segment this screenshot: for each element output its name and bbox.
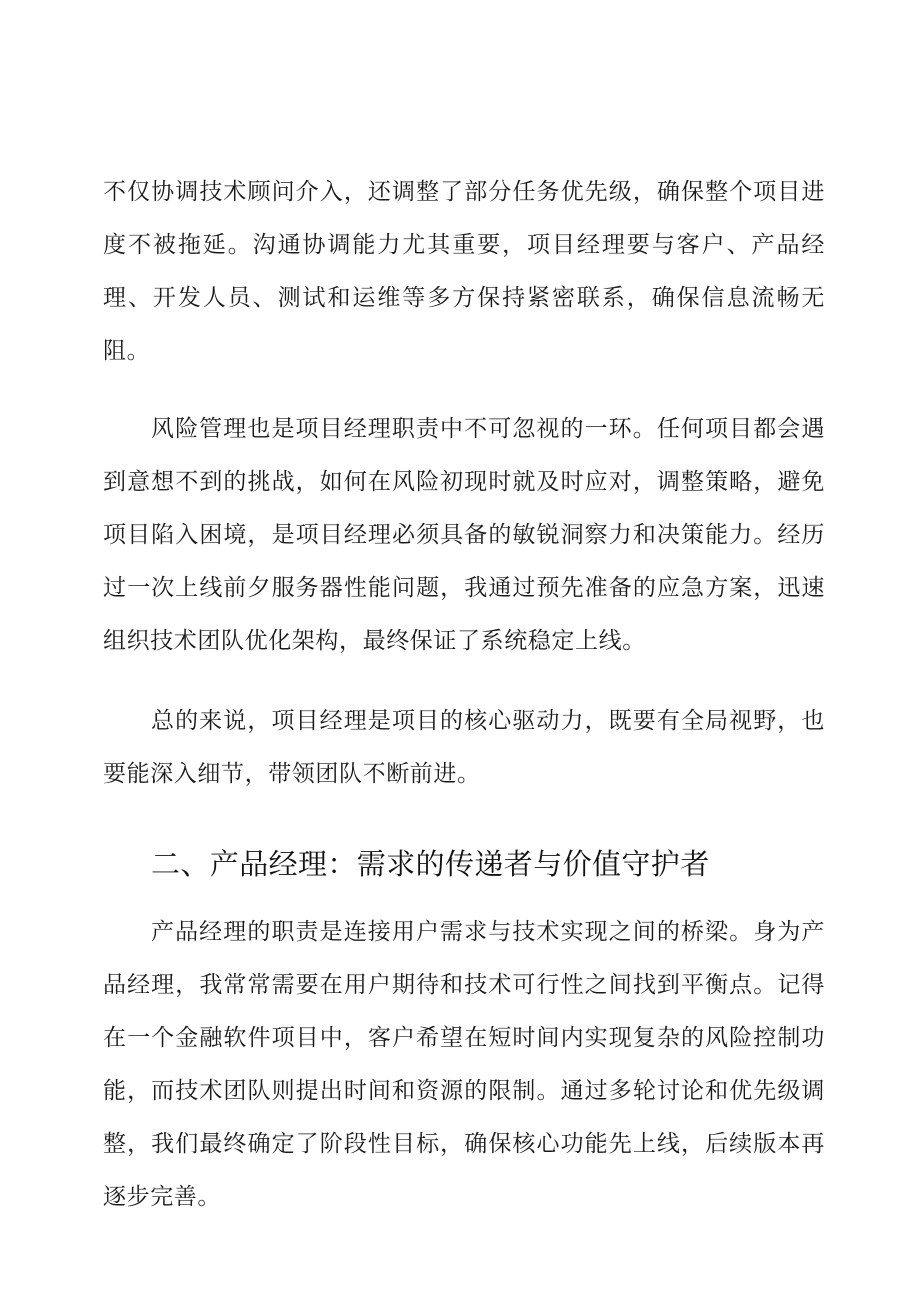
document-body (103, 166, 825, 1224)
paragraph-risk-management: 风险管理也是项目经理职责中不可忽视的一环。任何项目都会遇到意想不到的挑战，如何在风险初现时就及时应对，调整策略，避免项目陷入困境，是项目经理必须具备的敏锐洞察力和决策能力。经历过一次上线前夕服务器性能问题，我通过预先准备的应急方案，迅速组织技术团队优化架构，最终保证了系统稳定上线。 (103, 416, 825, 654)
paragraph-coordination: 不仅协调技术顾问介入，还调整了部分任务优先级，确保整个项目进度不被拖延。沟通协调能力尤其重要，项目经理要与客户、产品经理、开发人员、测试和运维等多方保持紧密联系，确保信息流畅无阻。 (103, 179, 825, 364)
paragraph-product-manager: 产品经理的职责是连接用户需求与技术实现之间的桥梁。身为产品经理，我常常需要在用户期待和技术可行性之间找到平衡点。记得在一个金融软件项目中，客户希望在短时间内实现复杂的风险控制功能，而技术团队则提出时间和资源的限制。通过多轮讨论和优先级调整，我们最终确定了阶段性目标，确保核心功能先上线，后续版本再逐步完善。 (103, 919, 825, 1210)
section-heading-product-manager: 二、产品经理：需求的传递者与价值守护者 (151, 847, 710, 881)
paragraph-summary: 总的来说，项目经理是项目的核心驱动力，既要有全局视野，也要能深入细节，带领团队不断前进。 (103, 708, 825, 787)
